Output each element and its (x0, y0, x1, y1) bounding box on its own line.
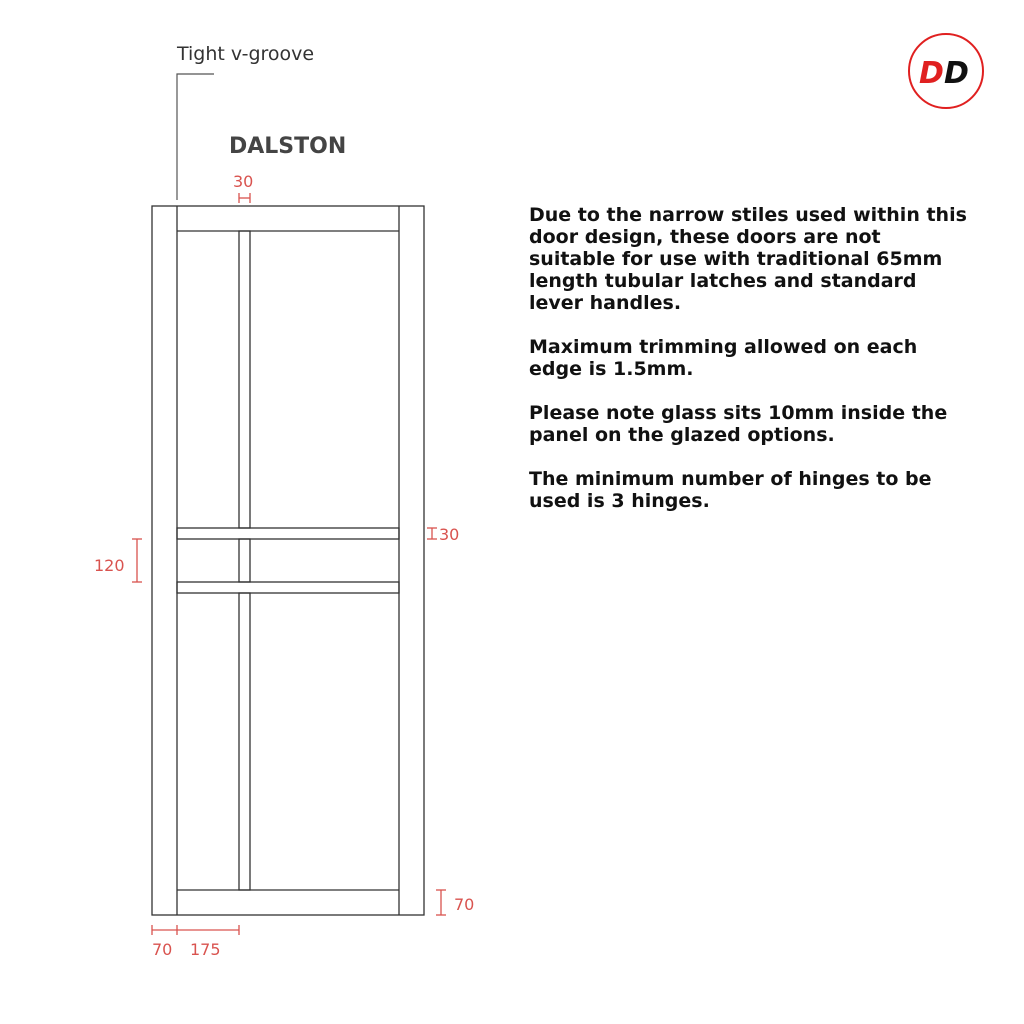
lower-muntin (239, 593, 250, 890)
dim-top-gap-label: 30 (233, 172, 254, 191)
callout-leader-line (177, 74, 214, 200)
dim-bottom-rail-label: 70 (454, 895, 475, 914)
middle-rail-upper (177, 528, 399, 539)
svg-text:D: D (919, 56, 944, 91)
dim-mid-gap-label: 30 (439, 525, 460, 544)
svg-text:D: D (944, 56, 969, 91)
door-outline (152, 206, 424, 915)
callout-label: Tight v-groove (177, 43, 315, 65)
brand-logo (909, 34, 983, 108)
note-stiles: Due to the narrow stiles used within this door design, these doors are not suitable for use with traditional 65mm length tubular latches and standard lever handles. (529, 204, 967, 314)
upper-muntin (239, 231, 250, 528)
note-glass: Please note glass sits 10mm inside the panel on the glazed options. (529, 402, 948, 446)
dim-panel-label: 175 (190, 940, 221, 959)
note-hinges: The minimum number of hinges to be used is 3 hinges. (529, 468, 932, 512)
middle-rail-lower (177, 582, 399, 593)
door-frame (152, 206, 424, 915)
door-title: DALSTON (229, 134, 347, 159)
dim-mid-panel-label: 120 (94, 556, 125, 575)
note-trimming: Maximum trimming allowed on each edge is 1.5mm. (529, 336, 918, 380)
dim-stile-label: 70 (152, 940, 173, 959)
notes-panel (529, 204, 969, 534)
middle-muntin (239, 539, 250, 582)
